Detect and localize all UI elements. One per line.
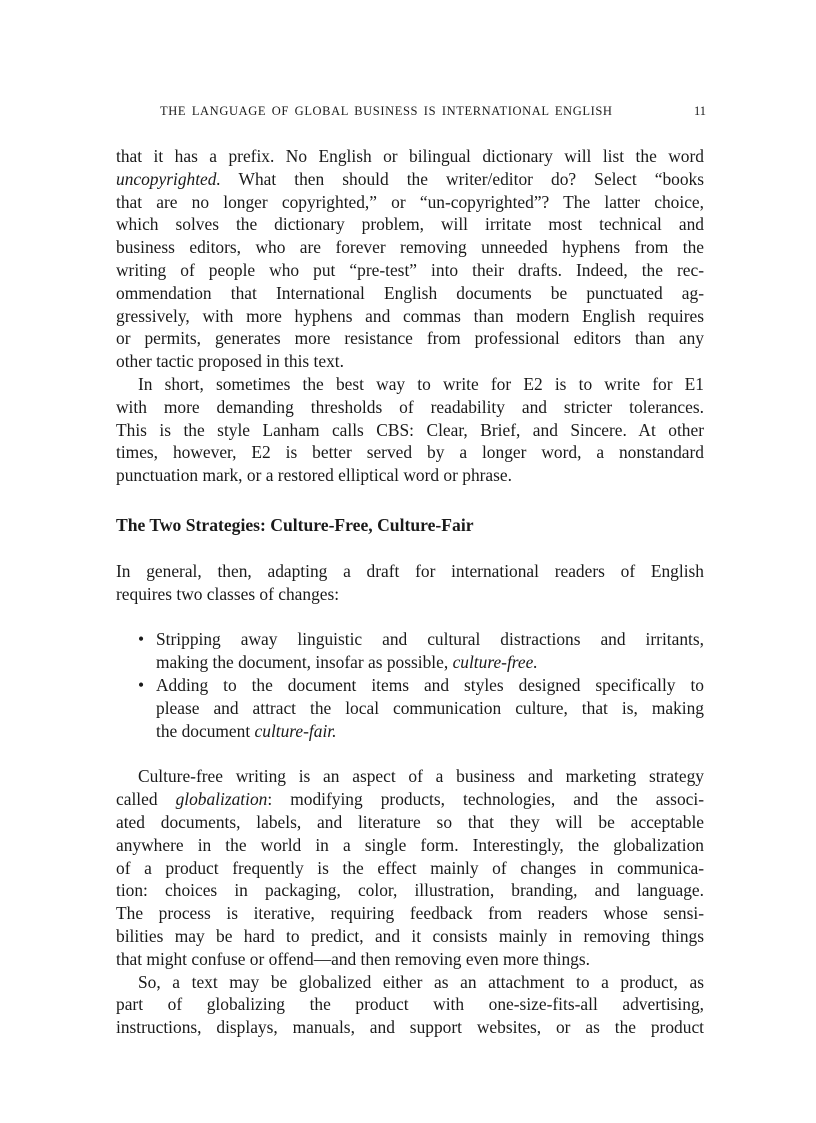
body-text — [116, 145, 704, 1039]
text-line: ated documents, labels, and literature so that they will be acceptable — [116, 811, 704, 832]
text-run: the document — [156, 720, 255, 741]
paragraph-3 — [116, 560, 704, 606]
text-line: other tactic proposed in this text. — [116, 351, 344, 372]
spacer — [116, 605, 704, 628]
emphasis-text: culture-free. — [452, 652, 538, 673]
text-line: or permits, generates more resistance from professional editors than any — [116, 328, 704, 349]
paragraph-1 — [116, 145, 704, 373]
text-line: writing of people who put “pre-test” into their drafts. Indeed, the rec- — [116, 259, 704, 280]
text-line: that are no longer copyrighted,” or “un-copyrighted”? The latter choice, — [116, 191, 704, 212]
list-item — [116, 628, 704, 674]
emphasis-text: globalization — [175, 789, 268, 810]
emphasis-text: uncopyrighted. — [116, 168, 221, 189]
section-heading: The Two Strategies: Culture-Free, Culture-Fair — [116, 514, 474, 535]
text-line: In general, then, adapting a draft for international readers of English — [116, 560, 704, 581]
text-line: So, a text may be globalized either as an attachment to a product, as — [138, 971, 704, 992]
text-line: part of globalizing the product with one-size-fits-all advertising, — [116, 994, 704, 1015]
text-line: business editors, who are forever removing unneeded hyphens from the — [116, 237, 704, 258]
text-line — [156, 651, 704, 674]
text-line: Adding to the document items and styles designed specifically to — [156, 674, 704, 695]
text-run: : modifying products, technologies, and the associ- — [267, 789, 704, 810]
text-line: that it has a prefix. No English or bilingual dictionary will list the word — [116, 146, 704, 166]
emphasis-text: culture-fair. — [254, 720, 337, 741]
text-line: instructions, displays, manuals, and support websites, or as the product — [116, 1017, 704, 1038]
text-line — [156, 720, 704, 743]
text-line: Culture-free writing is an aspect of a business and marketing strategy — [138, 766, 704, 787]
text-run: called — [116, 789, 176, 810]
running-head-title: THE LANGUAGE OF GLOBAL BUSINESS IS INTERNATIONAL ENGLISH — [160, 104, 613, 118]
text-line: with more demanding thresholds of readability and stricter tolerances. — [116, 396, 704, 417]
text-line: Stripping away linguistic and cultural distractions and irritants, — [156, 629, 704, 650]
text-line: times, however, E2 is better served by a longer word, a nonstandard — [116, 442, 704, 463]
page-number: 11 — [693, 104, 706, 118]
text-line: of a product frequently is the effect mainly of changes in communica- — [116, 857, 704, 878]
text-run: making the document, insofar as possible, — [156, 652, 453, 673]
text-line: bilities may be hard to predict, and it consists mainly in removing things — [116, 925, 704, 946]
text-line: punctuation mark, or a restored elliptical word or phrase. — [116, 465, 512, 486]
text-line: anywhere in the world in a single form. Interestingly, the globalization — [116, 834, 704, 855]
spacer — [116, 742, 704, 765]
paragraph-5 — [116, 971, 704, 1039]
paragraph-2 — [116, 373, 704, 487]
running-head — [160, 104, 706, 119]
text-line: that might confuse or offend—and then removing even more things. — [116, 948, 590, 969]
text-line: please and attract the local communication culture, that is, making — [156, 697, 704, 718]
text-line: The process is iterative, requiring feedback from readers whose sensi- — [116, 903, 704, 924]
paragraph-4 — [116, 765, 704, 970]
text-line: ommendation that International English documents be punctuated ag- — [116, 282, 704, 303]
text-line: In short, sometimes the best way to write for E2 is to write for E1 — [138, 373, 704, 394]
text-line: gressively, with more hyphens and commas than modern English requires — [116, 305, 704, 326]
text-line: requires two classes of changes: — [116, 583, 340, 604]
bullet-icon: • — [138, 629, 145, 650]
list-item — [116, 674, 704, 742]
bullet-list — [116, 628, 704, 742]
text-line — [116, 168, 704, 191]
text-run: What then should the writer/editor do? Select “books — [220, 168, 704, 189]
text-line: which solves the dictionary problem, will irritate most technical and — [116, 214, 704, 235]
text-line: tion: choices in packaging, color, illustration, branding, and language. — [116, 880, 704, 901]
text-line: This is the style Lanham calls CBS: Clear, Brief, and Sincere. At other — [116, 419, 704, 440]
text-line — [116, 788, 704, 811]
bullet-icon: • — [138, 674, 145, 695]
